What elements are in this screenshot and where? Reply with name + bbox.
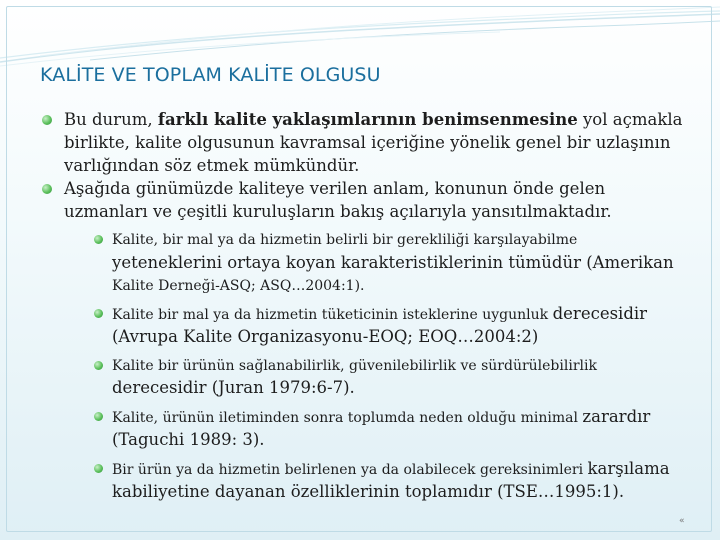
- slide-content: [40, 108, 690, 510]
- sub-bullet-item: Kalite, ürünün iletiminden sonra toplumda neden olduğu minimal zarardır (Taguchi 1989: 3).: [94, 406, 690, 453]
- page-mark: «: [679, 516, 685, 526]
- sub-bullet-item: Bir ürün ya da hizmetin belirlenen ya da olabilecek gereksinimleri karşılama kabiliyetine dayanan özelliklerinin toplamıdır (TSE…1995:1).: [94, 458, 690, 505]
- sub-bullet-item: Kalite bir ürünün sağlanabilirlik, güvenilebilirlik ve sürdürülebilirlik derecesidir (Juran 1979:6-7).: [94, 355, 690, 401]
- bullet-item: Bu durum, farklı kalite yaklaşımlarının benimsenmesine yol açmakla birlikte, kalite olgusunun kavramsal içeriğine yönelik genel bir uzlaşının varlığından söz etmek mümkündür.: [40, 108, 690, 177]
- bullet-item: Aşağıda günümüzde kaliteye verilen anlam, konunun önde gelen uzmanları ve çeşitli kuruluşların bakış açılarıyla yansıtılmaktadır. Kalite, bir mal ya da hizmetin belirli bir gerekliliği karşılayabilme yeteneklerini ortaya koyan karakteristiklerinin tümüdür (Amerikan Kalite Derneği-ASQ; ASQ…2004:1). Kalite bir mal ya da hizmetin tüketicinin isteklerine uygunluk derecesidir (Avrupa Kalite Organizasyonu-EOQ; EOQ…2004:2) Kalite bir ürünün sağlanabilirlik, güvenilebilirlik ve sürdürülebilirlik derecesidir (Juran 1979:6-7). Kalite, ürünün iletiminden sonra toplumda neden olduğu minimal zarardır (Taguchi 1989: 3). Bir ürün ya da hizmetin belirlenen ya da olabilecek gereksinimleri karşılama kabiliyetine dayanan özelliklerinin toplamıdır (TSE…1995:1).: [40, 177, 690, 505]
- slide-title: KALİTE VE TOPLAM KALİTE OLGUSU: [40, 64, 381, 86]
- sub-bullet-item: Kalite, bir mal ya da hizmetin belirli bir gerekliliği karşılayabilme yeteneklerini ortaya koyan karakteristiklerinin tümüdür (Amerikan Kalite Derneği-ASQ; ASQ…2004:1).: [94, 229, 690, 298]
- main-bullet-list: [40, 108, 690, 505]
- sub-bullet-list: [64, 229, 690, 505]
- sub-bullet-item: Kalite bir mal ya da hizmetin tüketicinin isteklerine uygunluk derecesidir (Avrupa Kalite Organizasyonu-EOQ; EOQ…2004:2): [94, 303, 690, 350]
- bold-phrase: farklı kalite yaklaşımlarının benimsenmesine: [157, 110, 578, 129]
